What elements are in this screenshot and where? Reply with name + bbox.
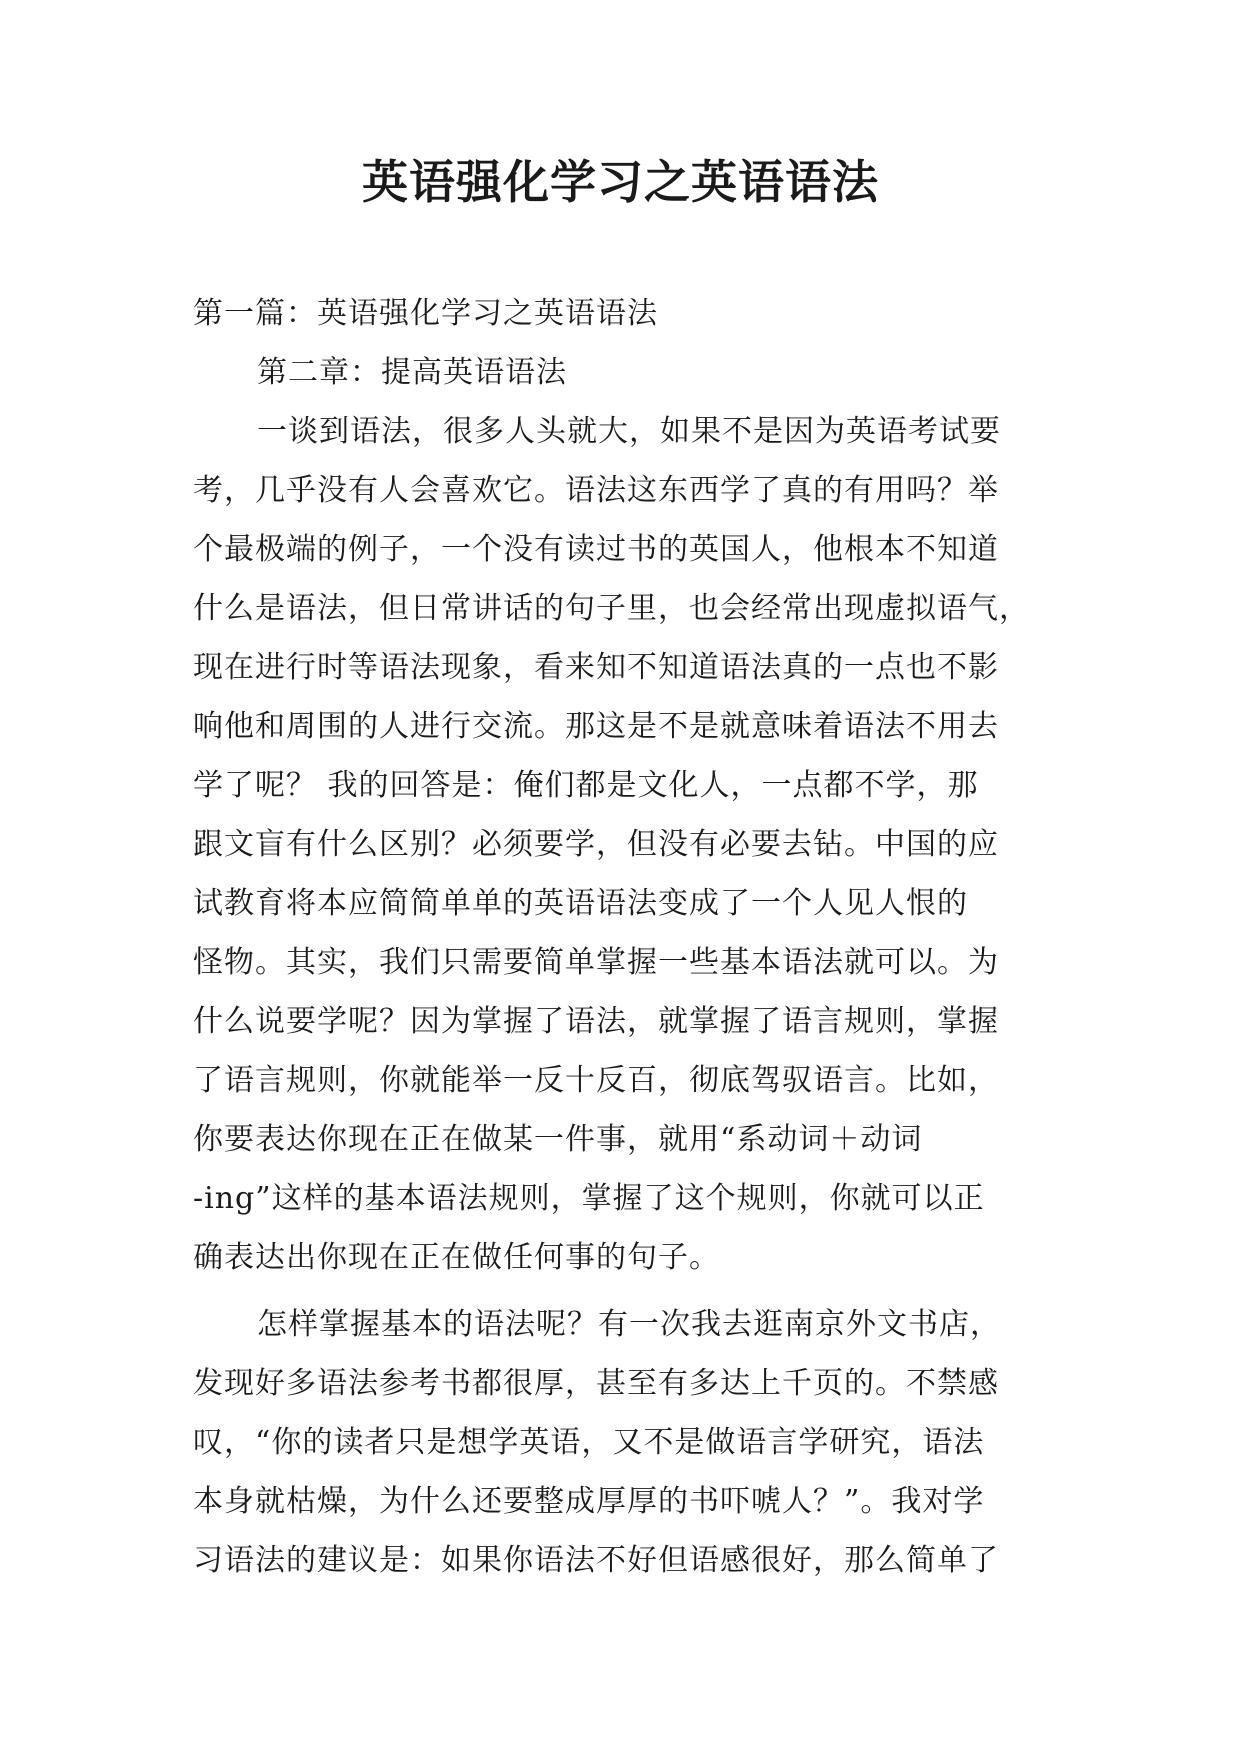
paragraph-line: 跟文盲有什么区别？必须要学，但没有必要去钻。中国的应 <box>193 827 999 862</box>
document-title: 英语强化学习之英语语法 <box>362 155 879 209</box>
paragraph-line: 你要表达你现在正在做某一件事，就用“系动词＋动词 <box>193 1122 923 1157</box>
paragraph-line: 响他和周围的人进行交流。那这是不是就意味着语法不用去 <box>193 709 999 744</box>
paragraph-line: 试教育将本应简简单单的英语语法变成了一个人见人恨的 <box>193 886 968 921</box>
paragraph-line: -ing”这样的基本语法规则，掌握了这个规则，你就可以正 <box>193 1181 985 1216</box>
paragraph-line: 什么说要学呢？因为掌握了语法，就掌握了语言规则，掌握 <box>193 1004 999 1039</box>
paragraph-2 <box>193 1295 1053 1590</box>
document-body <box>193 284 1053 1590</box>
chapter-heading: 第二章：提高英语语法 <box>257 355 567 390</box>
paragraph-line: 怎样掌握基本的语法呢？有一次我去逛南京外文书店， <box>257 1307 1001 1342</box>
paragraph-line: 个最极端的例子，一个没有读过书的英国人，他根本不知道 <box>193 532 999 567</box>
paragraph-line: 什么是语法，但日常讲话的句子里，也会经常出现虚拟语气， <box>193 591 1030 626</box>
paragraph-line: 了语言规则，你就能举一反十反百，彻底驾驭语言。比如， <box>193 1063 999 1098</box>
paragraph-line: 学了呢？ 我的回答是：俺们都是文化人，一点都不学，那 <box>193 768 979 803</box>
paragraph-line: 怪物。其实，我们只需要简单掌握一些基本语法就可以。为 <box>193 945 999 980</box>
paragraph-line: 发现好多语法参考书都很厚，甚至有多达上千页的。不禁感 <box>193 1366 999 1401</box>
section-heading: 第一篇：英语强化学习之英语语法 <box>193 296 658 331</box>
paragraph-line: 考，几乎没有人会喜欢它。语法这东西学了真的有用吗？举 <box>193 473 999 508</box>
paragraph-line: 确表达出你现在正在做任何事的句子。 <box>193 1240 720 1275</box>
paragraph-line: 习语法的建议是：如果你语法不好但语感很好，那么简单了 <box>193 1543 999 1578</box>
paragraph-line: 叹，“你的读者只是想学英语，又不是做语言学研究，语法 <box>193 1425 985 1460</box>
paragraph-line: 一谈到语法，很多人头就大，如果不是因为英语考试要 <box>257 414 1001 449</box>
paragraph-line: 现在进行时等语法现象，看来知不知道语法真的一点也不影 <box>193 650 999 685</box>
paragraph-1 <box>193 402 1053 1287</box>
paragraph-line: 本身就枯燥，为什么还要整成厚厚的书吓唬人？”。我对学 <box>193 1484 985 1519</box>
